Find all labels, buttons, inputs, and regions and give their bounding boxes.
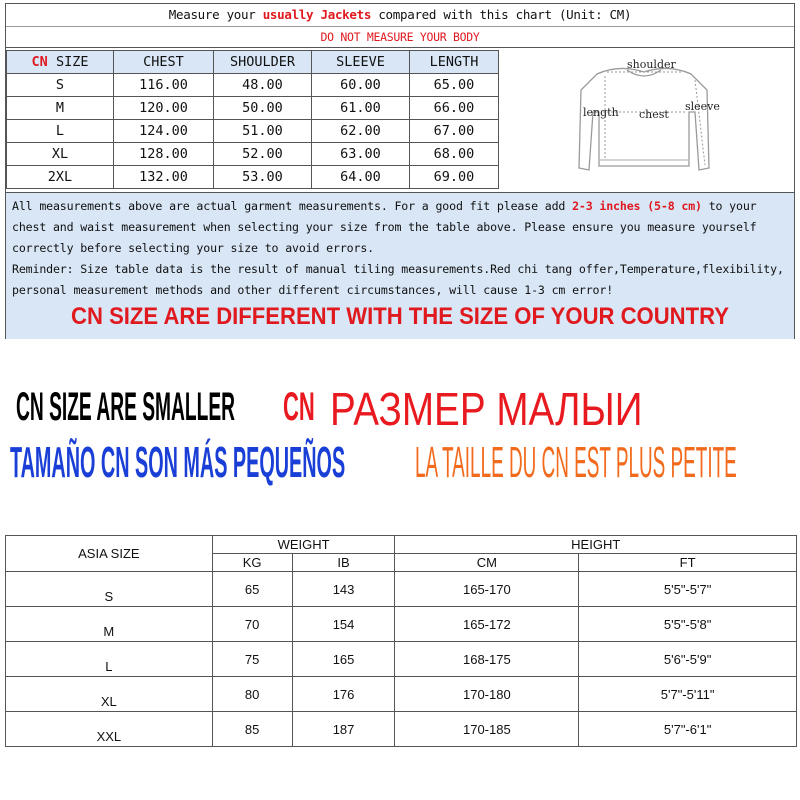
header-highlight: usually Jackets [262, 7, 372, 22]
asia-size-table [5, 535, 797, 747]
banner-spanish: TAMAÑO CN SON MÁS PEQUEÑOS [10, 438, 346, 487]
banner-russian-cn: CN [283, 385, 315, 429]
col-shoulder: SHOULDER [214, 51, 312, 74]
jacket-size-chart [5, 3, 795, 339]
table-row: XL 80 176 170-180 5'7"-5'11" [6, 677, 797, 712]
measure-warning: DO NOT MEASURE YOUR BODY [6, 26, 794, 48]
col-kg: KG [212, 554, 292, 572]
table-row: L 124.00 51.00 62.00 67.00 [7, 120, 499, 143]
col-length: LENGTH [410, 51, 499, 74]
table-header-row [7, 51, 499, 74]
table-row: M 120.00 50.00 61.00 66.00 [7, 97, 499, 120]
size-difference-banner: CN SIZE ARE DIFFERENT WITH THE SIZE OF YOUR COUNTRY [71, 303, 729, 330]
col-chest: CHEST [114, 51, 214, 74]
banner-english: CN SIZE ARE SMALLER [16, 385, 236, 429]
table-header-row [6, 536, 797, 554]
col-ib: IB [292, 554, 395, 572]
banner-russian: РАЗМЕР МАЛЫИ [330, 383, 643, 435]
col-size: CN SIZE [7, 51, 114, 74]
chart-header: Measure your usually Jackets compared with this chart (Unit: CM) [168, 7, 632, 22]
col-ft: FT [579, 554, 797, 572]
table-row: S 65 143 165-170 5'5"-5'7" [6, 572, 797, 607]
col-cm: CM [395, 554, 579, 572]
table-row: M 70 154 165-172 5'5"-5'8" [6, 607, 797, 642]
jacket-measurement-diagram [498, 50, 794, 188]
figure-label-shoulder: shoulder [627, 58, 676, 71]
table-row: S 116.00 48.00 60.00 65.00 [7, 74, 499, 97]
figure-label-chest: chest [639, 108, 669, 121]
garment-size-table [6, 50, 499, 189]
sweater-outline-icon [499, 50, 793, 186]
figure-label-length: length [583, 106, 619, 119]
reminder-text: Reminder: Size table data is the result of manual tiling measurements.Red chi tang offer,Temperature,flexibility, personal measurement methods and other different circumstances, will cause 1-3 cm error! [12, 262, 784, 297]
col-sleeve: SLEEVE [312, 51, 410, 74]
col-height: HEIGHT [395, 536, 797, 554]
fit-advice: All measurements above are actual garment measurements. For a good fit please add 2-3 inches (5-8 cm) to your chest and waist measurement when selecting your size from the table above. Please ensure you measure yourself correctly before selecting your size to avoid errors. [12, 199, 757, 255]
table-row: 2XL 132.00 53.00 64.00 69.00 [7, 166, 499, 189]
table-row: XL 128.00 52.00 63.00 68.00 [7, 143, 499, 166]
col-weight: WEIGHT [212, 536, 395, 554]
col-asia-size: ASIA SIZE [6, 536, 213, 572]
table-row: L 75 165 168-175 5'6"-5'9" [6, 642, 797, 677]
measurement-notes [6, 192, 794, 339]
banner-french: LA TAILLE DU CN EST PLUS PETITE [415, 438, 737, 487]
table-row: XXL 85 187 170-185 5'7"-6'1" [6, 712, 797, 747]
figure-label-sleeve: sleeve [685, 100, 720, 113]
